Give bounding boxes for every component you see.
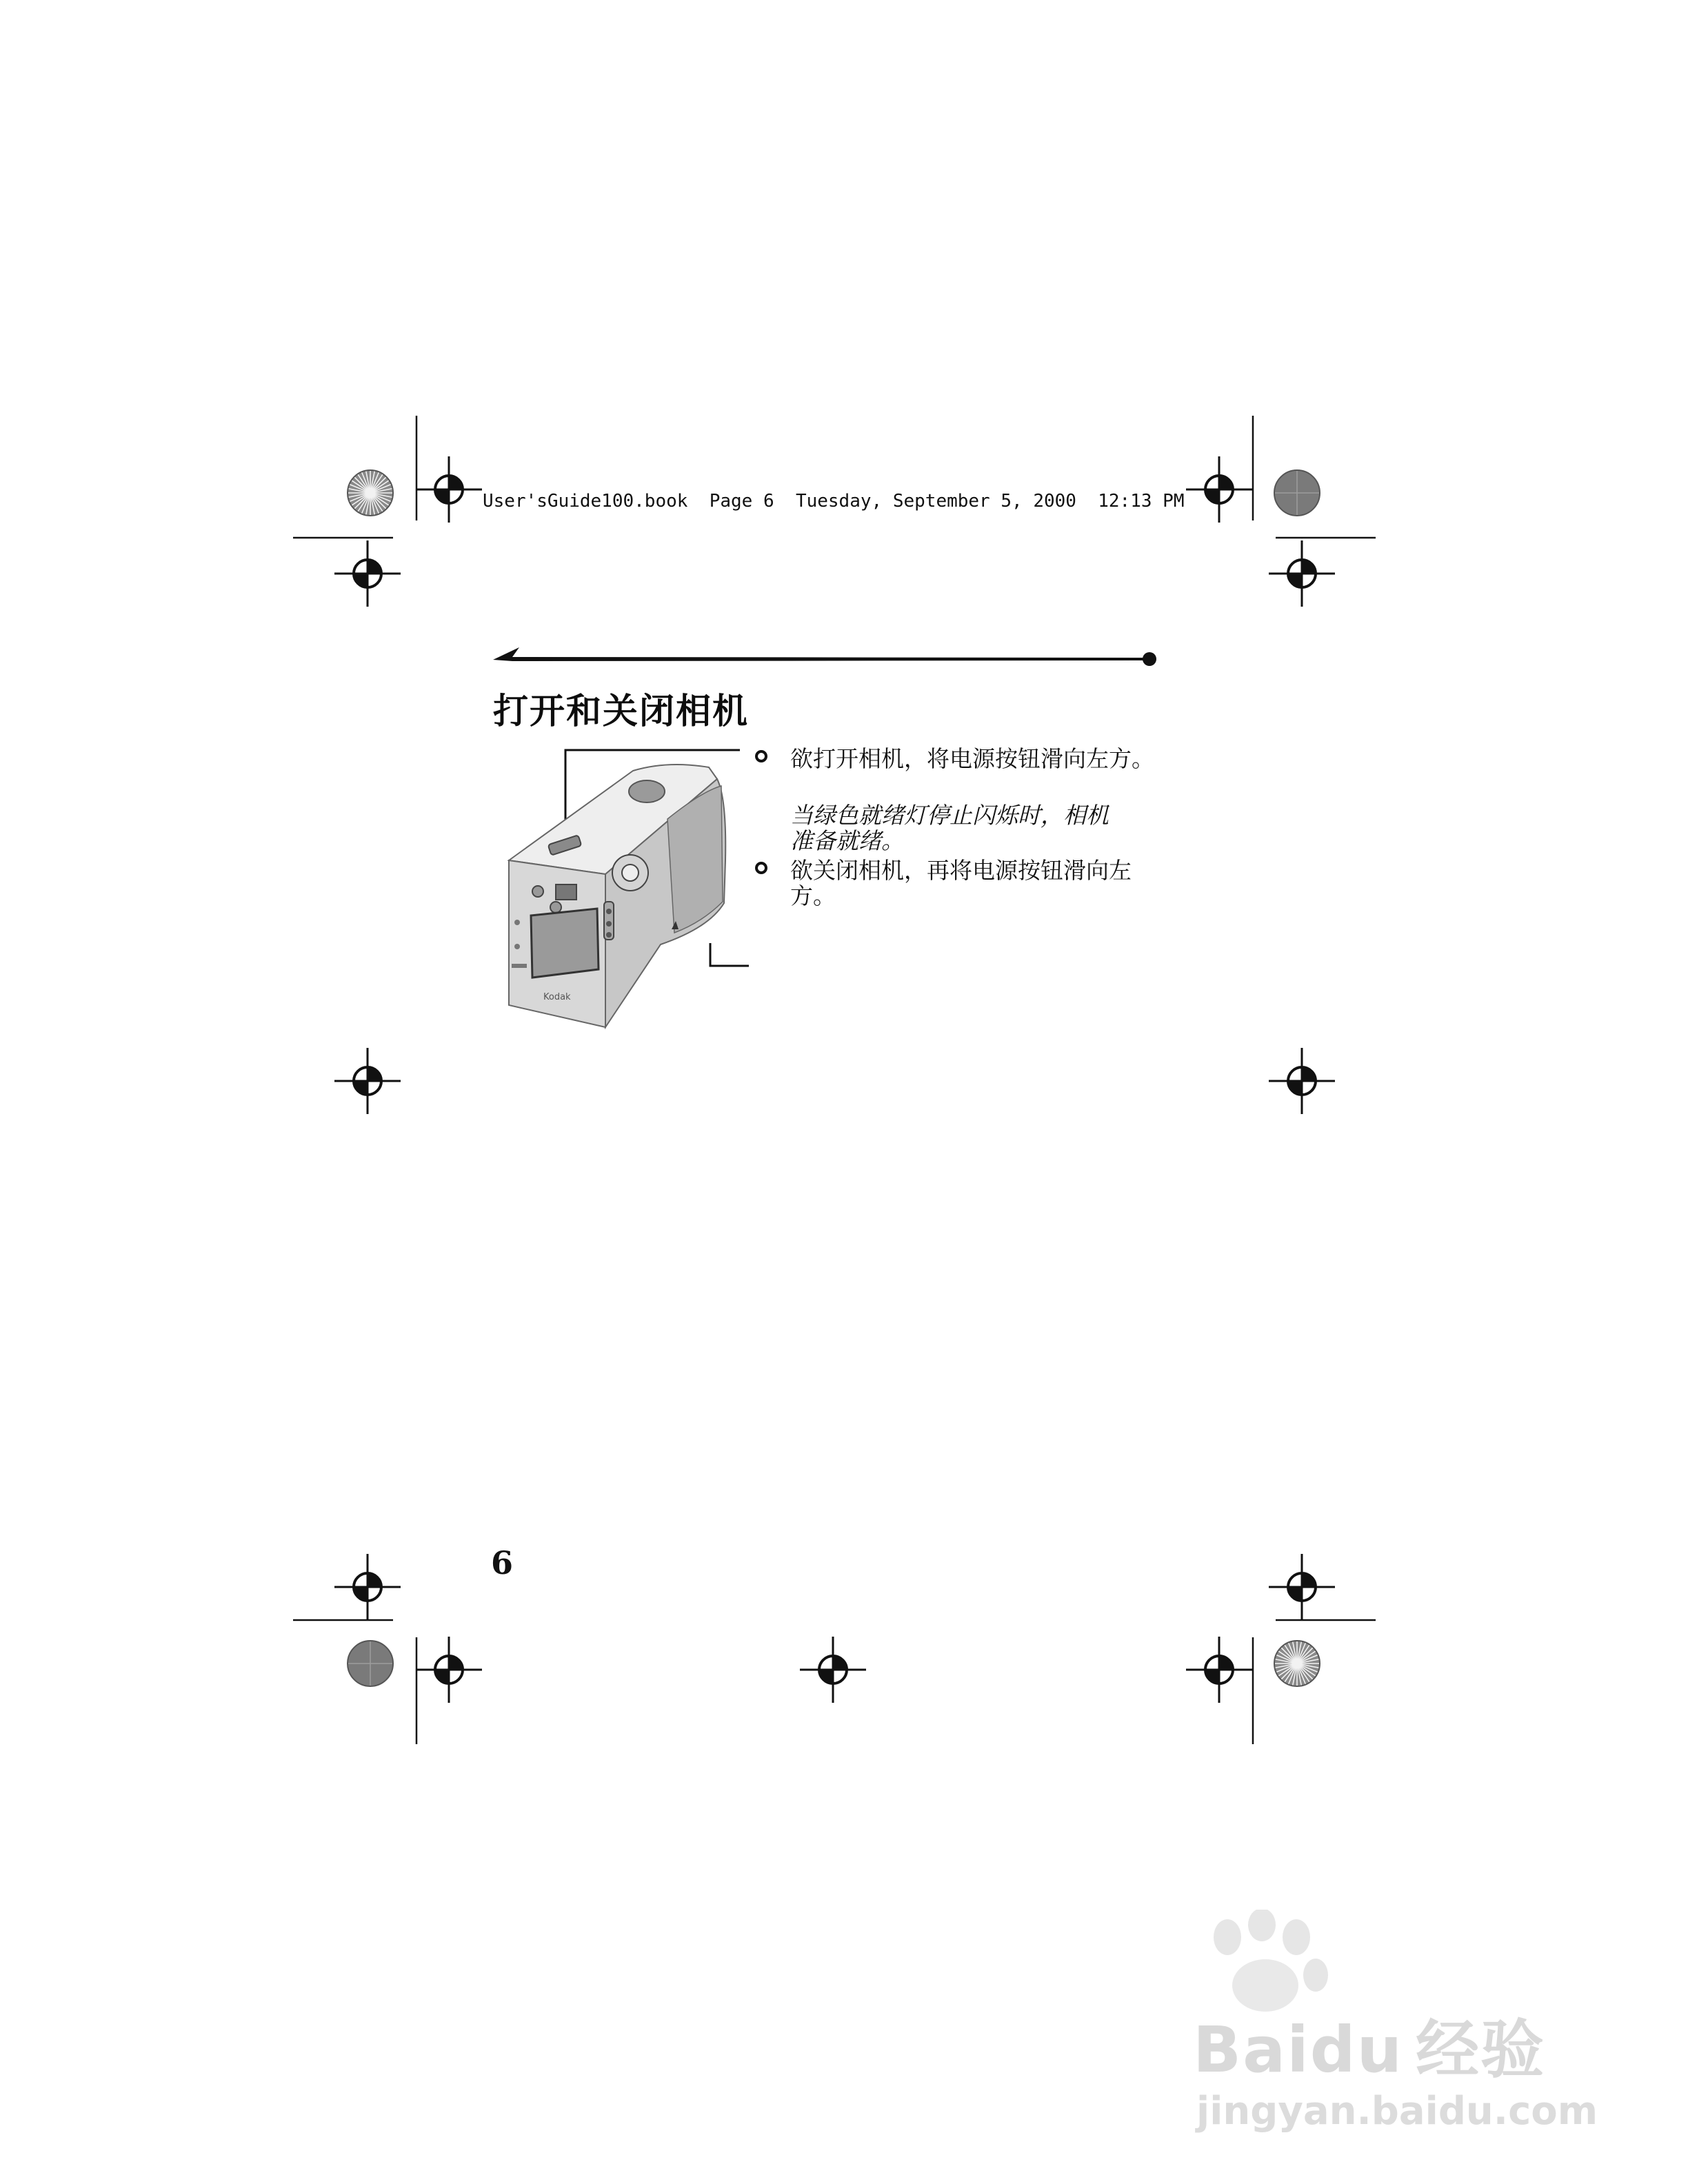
- watermark-brand-cn: 经验: [1416, 2013, 1546, 2087]
- step-text: 欲打开相机，将电源按钮滑向左方。: [790, 745, 1154, 772]
- watermark-brand-b: du: [1309, 2013, 1404, 2087]
- book-file-header: User'sGuide100.book Page 6 Tuesday, September 5, 2000 12:13 PM: [483, 491, 1185, 512]
- watermark-brand: [1193, 1999, 1545, 2090]
- page-number: 6: [491, 1544, 514, 1581]
- baidu-paw-logo: [1186, 1910, 1352, 2013]
- camera-brand-badge: Kodak: [543, 992, 571, 1002]
- section-title: 打开和关闭相机: [493, 691, 750, 732]
- step-turn-on: [757, 746, 1157, 771]
- note-line-2: 准备就绪。: [790, 827, 904, 854]
- ready-light-note: [790, 802, 1163, 853]
- step-bullet-icon: [755, 750, 767, 762]
- step-turn-off: [757, 858, 1157, 909]
- watermark-brand-a: Bai: [1193, 2013, 1310, 2087]
- note-line-1: 当绿色就绪灯停止闪烁时，相机: [790, 802, 1109, 829]
- watermark-url: jingyan.baidu.com: [1196, 2089, 1598, 2134]
- step-bullet-icon: [755, 862, 767, 874]
- section-heading-rule: [493, 645, 1162, 679]
- camera-illustration: [502, 743, 757, 1033]
- step-text: 欲关闭相机，再将电源按钮滑向左方。: [790, 857, 1132, 909]
